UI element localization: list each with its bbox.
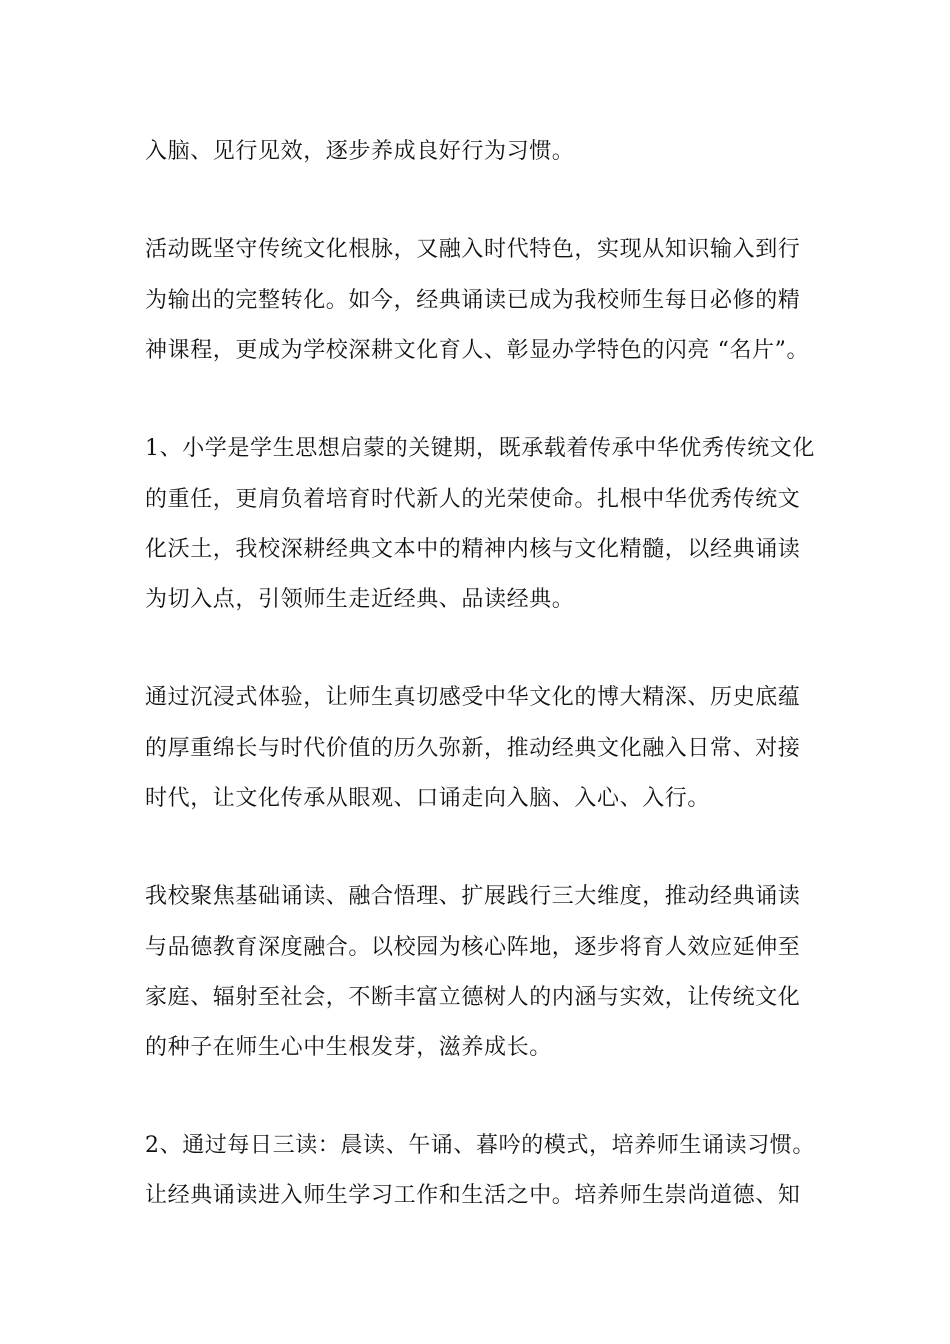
- text-line: 的种子在师生心中生根发芽，滋养成长。: [145, 1035, 552, 1060]
- text-line: 通过沉浸式体验，让师生真切感受中华文化的博大精深、历史底蕴: [145, 685, 801, 710]
- text-line: 为输出的完整转化。如今，经典诵读已成为我校师生每日必修的精: [145, 288, 801, 313]
- text-line: 的厚重绵长与时代价值的历久弥新，推动经典文化融入日常、对接: [145, 736, 801, 761]
- text-line: 我校聚焦基础诵读、融合悟理、扩展践行三大维度，推动经典诵读: [145, 884, 801, 909]
- text-line: 入脑、见行见效，逐步养成良好行为习惯。: [145, 139, 575, 164]
- text-line: 1、小学是学生思想启蒙的关键期，既承载着传承中华优秀传统文化: [145, 436, 815, 461]
- text-line: 与品德教育深度融合。以校园为核心阵地，逐步将育人效应延伸至: [145, 935, 801, 960]
- text-line: 时代，让文化传承从眼观、口诵走向入脑、入心、入行。: [145, 786, 711, 811]
- text-line: 家庭、辐射至社会，不断丰富立德树人的内涵与实效，让传统文化: [145, 985, 801, 1010]
- text-line: 让经典诵读进入师生学习工作和生活之中。培养师生崇尚道德、知: [145, 1183, 801, 1208]
- text-line: 化沃土，我校深耕经典文本中的精神内核与文化精髓，以经典诵读: [145, 537, 801, 562]
- text-line: 为切入点，引领师生走近经典、品读经典。: [145, 587, 575, 612]
- text-line: 神课程，更成为学校深耕文化育人、彰显办学特色的闪亮 “名片”。: [145, 338, 810, 363]
- text-line: 的重任，更肩负着培育时代新人的光荣使命。扎根中华优秀传统文: [145, 487, 801, 512]
- text-line: 活动既坚守传统文化根脉，又融入时代特色，实现从知识输入到行: [145, 237, 801, 262]
- text-line: 2、通过每日三读：晨读、午诵、暮吟的模式，培养师生诵读习惯。: [145, 1133, 815, 1158]
